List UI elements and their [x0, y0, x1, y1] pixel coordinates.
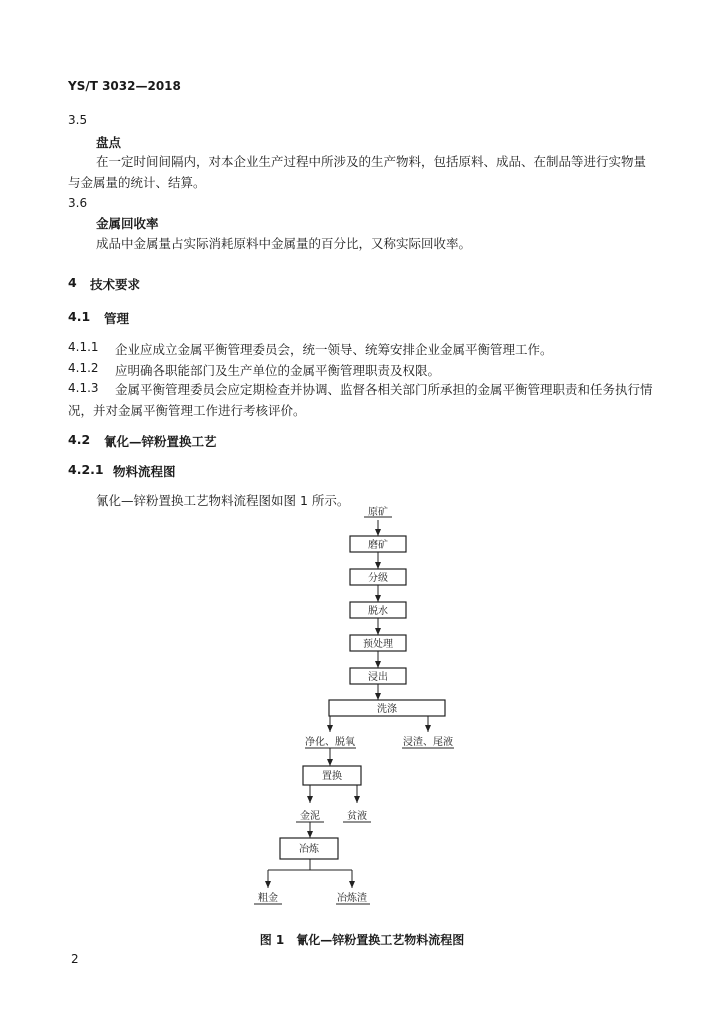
flow-classify: 分级	[368, 573, 388, 584]
section-4-2-title: 氰化—锌粉置换工艺	[104, 434, 217, 449]
section-4-2-number: 4.2	[68, 432, 91, 447]
section-4-1-3-text: 金属平衡管理委员会应定期检查并协调、监督各相关部门所承担的金属平衡管理职责和任务执行情况，并对金属平衡管理工作进行考核评价。	[68, 382, 653, 418]
section-3-6-number: 3.6	[68, 196, 88, 210]
section-4-number: 4	[68, 275, 77, 290]
flow-replace: 置换	[322, 771, 342, 782]
section-3-6-title: 金属回收率	[96, 216, 159, 231]
standard-number: YS/T 3032—2018	[68, 79, 181, 93]
flow-raw: 原矿	[368, 507, 388, 518]
section-3-6-text: 成品中金属量占实际消耗原料中金属量的百分比，又称实际回收率。	[96, 236, 472, 251]
flow-barren: 贫液	[347, 811, 367, 822]
section-4-1-title: 管理	[104, 311, 130, 326]
flow-pretreat: 预处理	[363, 639, 393, 650]
section-4-title: 技术要求	[90, 277, 141, 292]
section-4-1-1-number: 4.1.1	[68, 340, 99, 354]
section-4-1-3-number: 4.1.3	[68, 381, 99, 395]
flow-grind: 磨矿	[368, 540, 388, 551]
section-4-2-1-title: 物料流程图	[113, 464, 176, 479]
flow-crude-gold: 粗金	[258, 893, 278, 904]
flow-leach-residue: 浸渣、尾液	[403, 737, 453, 748]
section-3-5-title: 盘点	[96, 135, 122, 150]
flow-dewater: 脱水	[368, 606, 388, 617]
section-4-1-1-text: 企业应成立金属平衡管理委员会，统一领导、统筹安排企业金属平衡管理工作。	[115, 342, 553, 357]
section-4-1-2-text: 应明确各职能部门及生产单位的金属平衡管理职责及权限。	[115, 363, 441, 378]
section-4-1-2-number: 4.1.2	[68, 361, 99, 375]
flow-smelt: 冶炼	[299, 844, 319, 855]
section-4-1-number: 4.1	[68, 309, 91, 324]
flow-wash: 洗涤	[377, 704, 397, 715]
section-4-2-1-text: 氰化—锌粉置换工艺物料流程图如图 1 所示。	[96, 493, 350, 508]
flow-smelt-slag: 冶炼渣	[337, 893, 367, 904]
flow-purify: 净化、脱氧	[305, 737, 355, 748]
section-3-5-number: 3.5	[68, 113, 88, 127]
section-4-2-1-number: 4.2.1	[68, 462, 104, 477]
flow-leach: 浸出	[368, 672, 388, 683]
section-3-5-text: 在一定时间间隔内，对本企业生产过程中所涉及的生产物料，包括原料、成品、在制品等进行实物量与金属量的统计、结算。	[68, 154, 647, 190]
page-number: 2	[71, 952, 79, 966]
flow-gold-mud: 金泥	[300, 811, 320, 822]
figure-caption: 图 1 氰化—锌粉置换工艺物料流程图	[259, 933, 465, 947]
